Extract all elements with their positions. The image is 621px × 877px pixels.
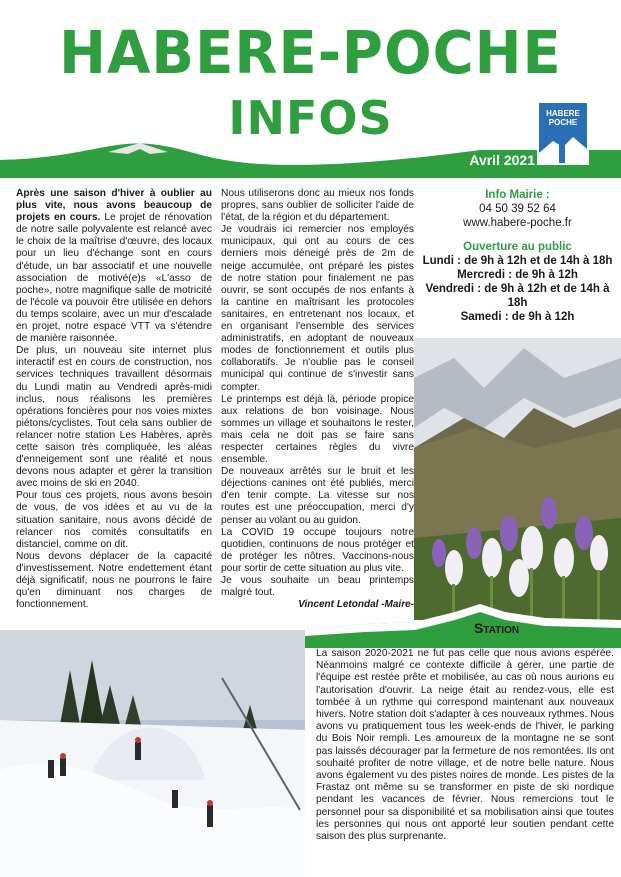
masthead [0,0,621,178]
hours-line: Samedi : de 9h à 12h [460,311,575,323]
station-mountain-band [305,600,621,648]
editorial-lead: Après une saison d'hiver à oublier au plus vite, nous avons beaucoup de projets en cours. [16,188,212,224]
logo-text-line1: HABERE [546,109,580,118]
editorial-signature: Vincent Letondal -Maire- [298,599,414,611]
info-phone[interactable]: 04 50 39 52 64 [479,203,556,215]
editorial-paragraph-1-rest: Le projet de rénovation de notre salle polyvalente est relancé avec le choix de la maîtrise d'œuvre, des locaux pour un lieu d'échange sont en cours d'étude, un bar associatif et une nouvelle association de motivé(e)s «L'asso de poche», notre magnifique salle de motricité de l'école va pouvoir être utilisée en dehors du temps scolaire, avec un mur d'escalade en projet, notre espace VTT va s'étendre de manière raisonnée. [16,212,212,345]
station-heading: Station [474,620,520,636]
editorial-paragraph-3: Pour tous ces projets, nous avons besoin de vous, de vos idées et au vu de la situation sanitaire, nous avons décidé de relancer nos comités consultatifs en distanciel, comme on dit. [16,490,212,550]
editorial-paragraph-1 [16,188,212,345]
newsletter-subtitle: INFOS [228,91,393,145]
hours-heading: Ouverture au public [463,241,572,253]
crocus-photo [414,338,621,620]
editorial-column-2 [221,188,414,611]
hours-line: Vendredi : de 9h à 12h et de 14h à 18h [425,283,610,309]
logo-church-icon [539,123,587,163]
town-hall-info [414,188,621,324]
editorial-column-1 [16,188,212,611]
issue-date: Avril 2021 [469,152,535,168]
editorial-paragraph-4: Nous devons déplacer de la capacité d'investissement. Notre endettement étant déjà significatif, nous ne pourrons le faire qu'en diminuant nos charges de fonctionnement. [16,550,212,611]
hours-line: Lundi : de 9h à 12h et de 14h à 18h [422,255,613,267]
snow-photo [0,630,305,877]
editorial-paragraph-9: La COVID 19 occupe toujours notre quotidien, continuons de nous protéger et de protéger les nôtres. Vaccinons-nous pour sortir de cette situation au plus vite. [221,526,414,574]
editorial-paragraph-7: Le printemps est déjà là, période propice aux relations de bon voisinage. Nous sommes un village et souhaitons le rester, mais cela ne doit pas se faire sans respecter certaines règles du vivre ensemble. [221,393,414,466]
editorial-paragraph-2: De plus, un nouveau site internet plus interactif est en cours de construction, nos services techniques travaillent désormais du Lundi matin au Vendredi après-midi inclus, nous réalisons les premières opérations foncières pour nos voies mixtes piétons/cyclistes. Tout cela sans oublier de relancer notre station Les Habères, après cette saison très compliquée, les aléas d'enneigement sont une réalité et nous devons nous adapter et gérer la transition avec moins de ski en 2040. [16,345,212,490]
editorial-paragraph-8: De nouveaux arrêtés sur le bruit et les déjections canines ont été publiés, merci d'en tenir compte. La vitesse sur nos routes est une préoccupation, merci d'y penser au volant ou au guidon. [221,466,414,526]
hours-line: Mercredi : de 9h à 12h [457,269,578,281]
commune-logo [537,101,589,165]
info-website[interactable]: www.habere-poche.fr [463,217,572,229]
editorial-paragraph-5: Nous utiliserons donc au mieux nos fonds propres, sans oublier de solliciter l'aide de l'état, de la région et du département. [221,188,414,224]
editorial-paragraph-10: Je vous souhaite un beau printemps malgré tout. [221,575,414,599]
editorial-paragraph-6: Je voudrais ici remercier nos employés municipaux, qui ont au cours de ces derniers mois déneigé près de 2m de neige accumulée, ont préparé les pistes de notre station pour finalement ne pas ouvrir, se sont occupés de nos enfants à la cantine en maîtrisant les protocoles sanitaires, en entretenant nos locaux, et en organisant l'ensemble des services administratifs, en adoptant de nouveaux modes de fonctionnement et outils plus collaboratifs. Je n'oublie pas le conseil municipal qui continue de s'investir sans compter. [221,224,414,393]
newsletter-title: HABERE-POCHE [59,19,562,88]
station-article: La saison 2020-2021 ne fut pas celle que nous avions espérée. Néanmoins malgré ce contexte difficile à gérer, une partie de l'équipe est restée prête et mobilisée, au cas où nous aurions eu l'autorisation d'ouvrir. La neige était au rendez-vous, elle est tombée à un rythme qui correspond maintenant aux nouveaux hivers. Notre station doit s'adapter à ces nouveaux rythmes. Nous avons vu pratiquement tous les week-ends de l'hiver, le parking du Bois Noir rempli. Les amoureux de la montagne ne se sont pas laissés décourager par la fermeture de nos remontées. Ils ont souhaité profiter de notre village, et de notre belle nature. Nous avons également vu des pistes noires de monde. Les pistes de la Frastaz ont même su se transformer en piste de ski nordique pendant les vacances de février. Nous remercions tout le personnel pour sa disponibilité et sa mobilisation ainsi que toutes les personnes qui nous ont apporté leur soutien pendant cette saison des plus surprenante. [316,648,614,843]
logo-text-line2: POCHE [548,118,578,127]
info-heading: Info Mairie : [485,189,550,201]
